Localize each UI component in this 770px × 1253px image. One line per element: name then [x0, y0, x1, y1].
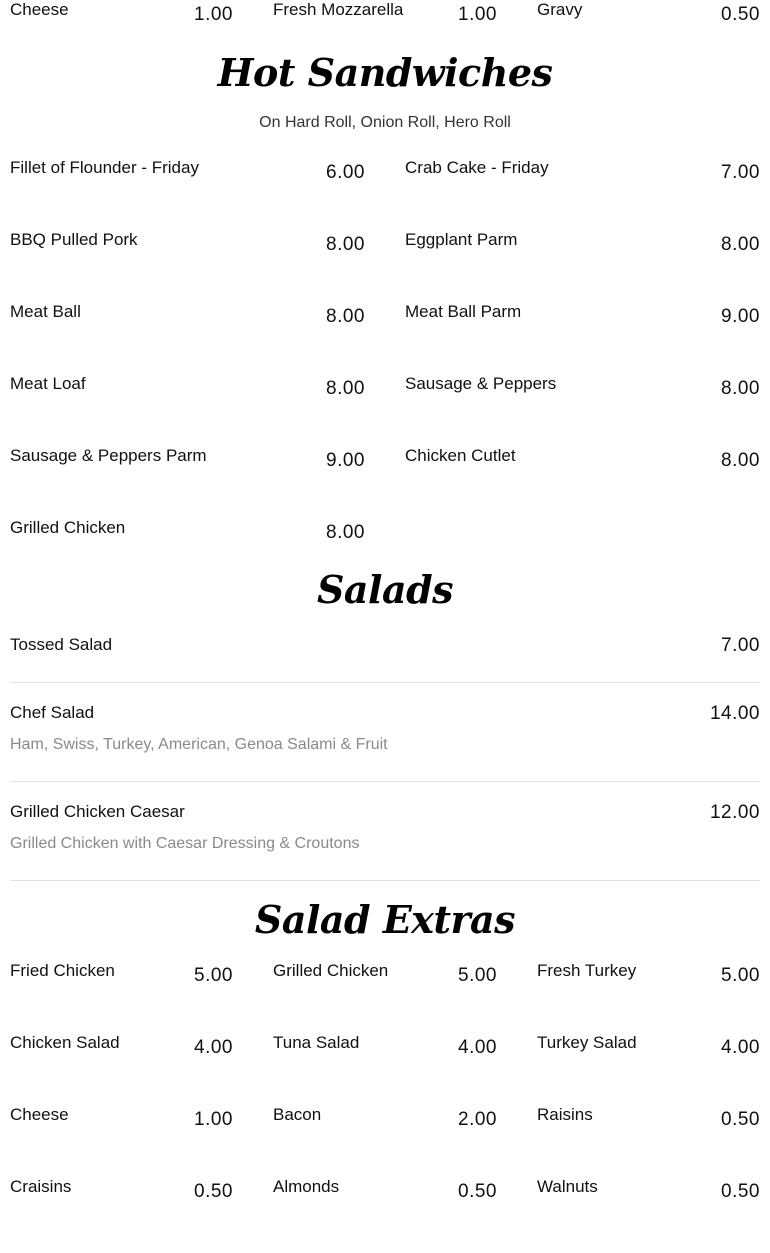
item-name: Grilled Chicken Caesar: [10, 802, 185, 821]
item-name: Grilled Chicken: [10, 518, 126, 537]
item-name: BBQ Pulled Pork: [10, 230, 138, 249]
item-name: Fillet of Flounder - Friday: [10, 158, 199, 177]
item-name: Cheese: [10, 1105, 69, 1124]
item-name: Turkey Salad: [537, 1033, 637, 1052]
item-price: 8.00: [721, 378, 760, 399]
item-price: 5.00: [458, 965, 497, 986]
item-price: 7.00: [721, 635, 760, 656]
section-heading-salad-extras: Salad Extras: [254, 897, 516, 942]
item-name: Chef Salad: [10, 703, 95, 722]
item-name: Walnuts: [537, 1177, 598, 1196]
item-price: 4.00: [721, 1037, 760, 1058]
item-name: Tuna Salad: [273, 1033, 360, 1052]
divider: [10, 781, 760, 782]
item-price: 9.00: [326, 450, 365, 471]
item-price: 8.00: [326, 234, 365, 255]
divider: [10, 682, 760, 683]
item-price: 5.00: [194, 965, 233, 986]
item-name: Crab Cake - Friday: [405, 158, 549, 177]
item-name: Eggplant Parm: [405, 230, 518, 249]
item-price: 0.50: [721, 1109, 760, 1130]
item-name: Bacon: [273, 1105, 322, 1124]
section-heading-hot-sandwiches: Hot Sandwiches: [217, 50, 553, 95]
item-name: Meat Ball Parm: [405, 302, 522, 321]
item-price: 0.50: [458, 1181, 497, 1202]
divider: [10, 880, 760, 881]
item-description: Grilled Chicken with Caesar Dressing & Croutons: [10, 835, 360, 852]
section-subtitle: On Hard Roll, Onion Roll, Hero Roll: [259, 114, 511, 131]
item-price: 12.00: [709, 802, 760, 823]
item-name: Gravy: [537, 0, 583, 19]
item-name: Tossed Salad: [10, 635, 113, 654]
item-price: 14.00: [709, 703, 760, 724]
item-price: 4.00: [194, 1037, 233, 1058]
item-price: 1.00: [194, 1109, 233, 1130]
item-description: Ham, Swiss, Turkey, American, Genoa Salami & Fruit: [10, 736, 388, 753]
item-name: Chicken Cutlet: [405, 446, 516, 465]
item-price: 9.00: [721, 306, 760, 327]
item-price: 8.00: [721, 234, 760, 255]
item-price: 5.00: [721, 965, 760, 986]
item-price: 2.00: [458, 1109, 497, 1130]
item-price: 0.50: [721, 4, 760, 25]
item-name: Almonds: [273, 1177, 340, 1196]
item-price: 4.00: [458, 1037, 497, 1058]
item-price: 8.00: [326, 378, 365, 399]
item-name: Raisins: [537, 1105, 593, 1124]
item-name: Fresh Turkey: [537, 961, 637, 980]
item-name: Meat Loaf: [10, 374, 86, 393]
item-price: 1.00: [194, 4, 233, 25]
item-name: Fresh Mozzarella: [273, 0, 404, 19]
item-name: Sausage & Peppers: [405, 374, 557, 393]
item-name: Meat Ball: [10, 302, 81, 321]
item-name: Craisins: [10, 1177, 72, 1196]
item-name: Sausage & Peppers Parm: [10, 446, 207, 465]
section-heading-salads: Salads: [316, 567, 454, 612]
item-price: 7.00: [721, 162, 760, 183]
item-price: 1.00: [458, 4, 497, 25]
item-price: 8.00: [721, 450, 760, 471]
item-price: 6.00: [326, 162, 365, 183]
item-name: Grilled Chicken: [273, 961, 389, 980]
item-price: 0.50: [194, 1181, 233, 1202]
item-name: Fried Chicken: [10, 961, 115, 980]
item-name: Cheese: [10, 0, 69, 19]
item-name: Chicken Salad: [10, 1033, 120, 1052]
item-price: 8.00: [326, 522, 365, 543]
item-price: 0.50: [721, 1181, 760, 1202]
item-price: 8.00: [326, 306, 365, 327]
